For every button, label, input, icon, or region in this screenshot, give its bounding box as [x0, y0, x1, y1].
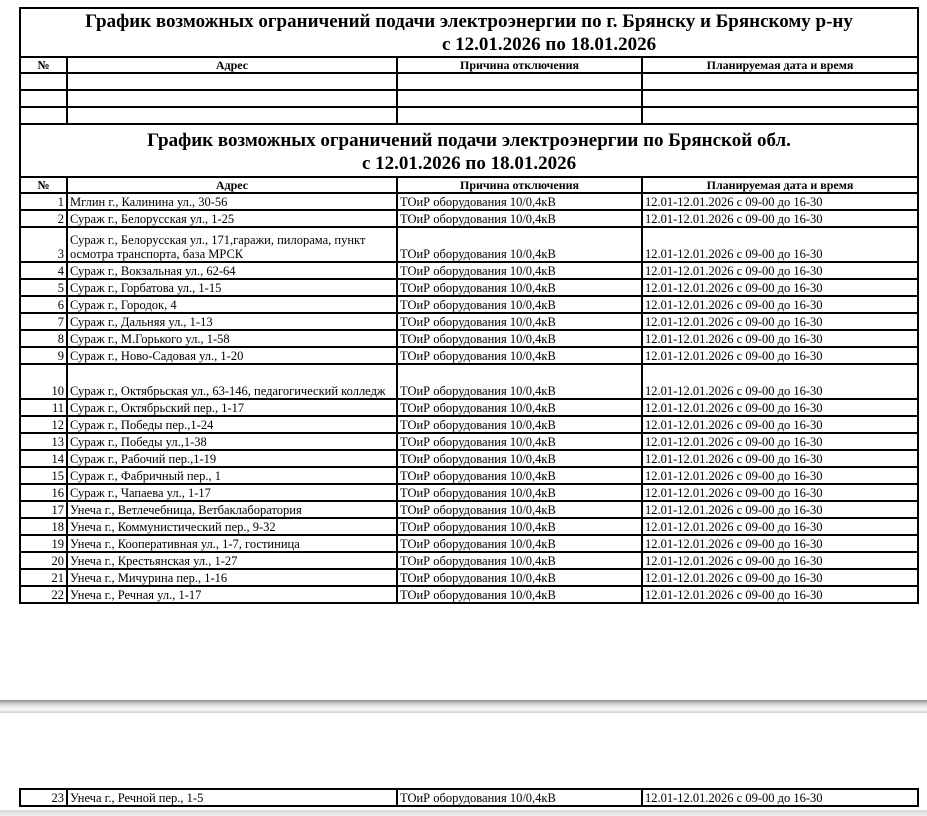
- empty-row: [20, 90, 918, 107]
- row-date: 12.01-12.01.2026 с 09-00 до 16-30: [642, 501, 918, 518]
- row-reason: ТОиР оборудования 10/0,4кВ: [397, 416, 642, 433]
- row-address: Сураж г., Горбатова ул., 1-15: [67, 279, 397, 296]
- empty-cell: [642, 90, 918, 107]
- document-page-1: [19, 7, 917, 604]
- header-date: Планируемая дата и время: [642, 57, 918, 73]
- row-address: Сураж г., Ново-Садовая ул., 1-20: [67, 347, 397, 364]
- section1-title: [20, 8, 918, 57]
- row-number: 6: [20, 296, 67, 313]
- row-number: 1: [20, 193, 67, 210]
- table-row: [20, 552, 918, 569]
- table-row: [20, 347, 918, 364]
- row-date: 12.01-12.01.2026 с 09-00 до 16-30: [642, 789, 918, 806]
- row-address: Сураж г., Октябрьская ул., 63-146, педагогический колледж: [67, 364, 397, 399]
- table-row: [20, 518, 918, 535]
- section1-header-row: [20, 57, 918, 73]
- table-row: [20, 569, 918, 586]
- row-date: 12.01-12.01.2026 с 09-00 до 16-30: [642, 330, 918, 347]
- row-reason: ТОиР оборудования 10/0,4кВ: [397, 535, 642, 552]
- row-number: 13: [20, 433, 67, 450]
- table-row: [20, 399, 918, 416]
- row-number: 9: [20, 347, 67, 364]
- row-reason: ТОиР оборудования 10/0,4кВ: [397, 262, 642, 279]
- row-address: Сураж г., Белорусская ул., 1-25: [67, 210, 397, 227]
- row-address: Сураж г., Фабричный пер., 1: [67, 467, 397, 484]
- empty-cell: [642, 107, 918, 124]
- row-reason: ТОиР оборудования 10/0,4кВ: [397, 227, 642, 262]
- row-reason: ТОиР оборудования 10/0,4кВ: [397, 364, 642, 399]
- empty-row: [20, 107, 918, 124]
- row-number: 8: [20, 330, 67, 347]
- row-date: 12.01-12.01.2026 с 09-00 до 16-30: [642, 433, 918, 450]
- row-address: Унеча г., Крестьянская ул., 1-27: [67, 552, 397, 569]
- empty-cell: [67, 90, 397, 107]
- row-reason: ТОиР оборудования 10/0,4кВ: [397, 193, 642, 210]
- row-date: 12.01-12.01.2026 с 09-00 до 16-30: [642, 416, 918, 433]
- row-address: Унеча г., Мичурина пер., 1-16: [67, 569, 397, 586]
- row-date: 12.01-12.01.2026 с 09-00 до 16-30: [642, 227, 918, 262]
- header-address: Адрес: [67, 177, 397, 193]
- row-address: Сураж г., М.Горького ул., 1-58: [67, 330, 397, 347]
- row-address: Сураж г., Белорусская ул., 171,гаражи, пилорама, пункт осмотра транспорта, база МРСК: [67, 227, 397, 262]
- schedule-table-continued: [19, 788, 919, 807]
- table-row: [20, 586, 918, 603]
- table-row: [20, 296, 918, 313]
- section1-title-line1: График возможных ограничений подачи электроэнергии по г. Брянску и Брянскому р-ну: [85, 11, 853, 32]
- table-row: [20, 193, 918, 210]
- empty-cell: [20, 107, 67, 124]
- section1-title-line2: с 12.01.2026 по 18.01.2026: [441, 34, 657, 55]
- row-date: 12.01-12.01.2026 с 09-00 до 16-30: [642, 586, 918, 603]
- row-number: 16: [20, 484, 67, 501]
- row-reason: ТОиР оборудования 10/0,4кВ: [397, 399, 642, 416]
- table-row: [20, 364, 918, 399]
- row-reason: ТОиР оборудования 10/0,4кВ: [397, 467, 642, 484]
- empty-cell: [397, 107, 642, 124]
- row-reason: ТОиР оборудования 10/0,4кВ: [397, 210, 642, 227]
- row-number: 14: [20, 450, 67, 467]
- row-date: 12.01-12.01.2026 с 09-00 до 16-30: [642, 296, 918, 313]
- table-row: [20, 535, 918, 552]
- section2-title-line2: с 12.01.2026 по 18.01.2026: [361, 153, 577, 174]
- row-number: 17: [20, 501, 67, 518]
- section2-title-line1: График возможных ограничений подачи электроэнергии по Брянской обл.: [147, 130, 791, 151]
- row-reason: ТОиР оборудования 10/0,4кВ: [397, 552, 642, 569]
- row-address: Унеча г., Речной пер., 1-5: [67, 789, 397, 806]
- header-number: №: [20, 177, 67, 193]
- row-number: 19: [20, 535, 67, 552]
- table-row: [20, 501, 918, 518]
- row-number: 4: [20, 262, 67, 279]
- row-date: 12.01-12.01.2026 с 09-00 до 16-30: [642, 569, 918, 586]
- row-number: 18: [20, 518, 67, 535]
- row-address: Сураж г., Победы ул.,1-38: [67, 433, 397, 450]
- row-address: Сураж г., Дальняя ул., 1-13: [67, 313, 397, 330]
- row-number: 7: [20, 313, 67, 330]
- table-row: [20, 416, 918, 433]
- row-date: 12.01-12.01.2026 с 09-00 до 16-30: [642, 552, 918, 569]
- row-address: Сураж г., Октябрьский пер., 1-17: [67, 399, 397, 416]
- empty-cell: [20, 73, 67, 90]
- header-date: Планируемая дата и время: [642, 177, 918, 193]
- row-address: Сураж г., Чапаева ул., 1-17: [67, 484, 397, 501]
- row-date: 12.01-12.01.2026 с 09-00 до 16-30: [642, 364, 918, 399]
- row-reason: ТОиР оборудования 10/0,4кВ: [397, 450, 642, 467]
- section1-title-row: [20, 8, 918, 57]
- table-row: [20, 450, 918, 467]
- table-row: [20, 330, 918, 347]
- row-date: 12.01-12.01.2026 с 09-00 до 16-30: [642, 279, 918, 296]
- row-address: Сураж г., Вокзальная ул., 62-64: [67, 262, 397, 279]
- row-number: 5: [20, 279, 67, 296]
- row-address: Сураж г., Городок, 4: [67, 296, 397, 313]
- table-row: [20, 433, 918, 450]
- row-number: 23: [20, 789, 67, 806]
- table-row: [20, 227, 918, 262]
- table-row: [20, 262, 918, 279]
- row-number: 22: [20, 586, 67, 603]
- section2-title-row: [20, 124, 918, 177]
- row-reason: ТОиР оборудования 10/0,4кВ: [397, 313, 642, 330]
- row-date: 12.01-12.01.2026 с 09-00 до 16-30: [642, 347, 918, 364]
- row-number: 3: [20, 227, 67, 262]
- row-date: 12.01-12.01.2026 с 09-00 до 16-30: [642, 193, 918, 210]
- row-reason: ТОиР оборудования 10/0,4кВ: [397, 789, 642, 806]
- section2-title: [20, 124, 918, 177]
- viewer-bottom-edge: [0, 810, 927, 816]
- table-row: [20, 279, 918, 296]
- row-address: Унеча г., Коммунистический пер., 9-32: [67, 518, 397, 535]
- row-date: 12.01-12.01.2026 с 09-00 до 16-30: [642, 467, 918, 484]
- empty-cell: [67, 107, 397, 124]
- empty-row: [20, 73, 918, 90]
- table-row: [20, 484, 918, 501]
- empty-cell: [397, 73, 642, 90]
- row-date: 12.01-12.01.2026 с 09-00 до 16-30: [642, 450, 918, 467]
- row-reason: ТОиР оборудования 10/0,4кВ: [397, 569, 642, 586]
- empty-cell: [20, 90, 67, 107]
- row-reason: ТОиР оборудования 10/0,4кВ: [397, 484, 642, 501]
- row-date: 12.01-12.01.2026 с 09-00 до 16-30: [642, 518, 918, 535]
- row-reason: ТОиР оборудования 10/0,4кВ: [397, 518, 642, 535]
- row-date: 12.01-12.01.2026 с 09-00 до 16-30: [642, 399, 918, 416]
- row-number: 11: [20, 399, 67, 416]
- row-reason: ТОиР оборудования 10/0,4кВ: [397, 347, 642, 364]
- row-number: 10: [20, 364, 67, 399]
- table-row: [20, 210, 918, 227]
- empty-cell: [67, 73, 397, 90]
- row-address: Унеча г., Речная ул., 1-17: [67, 586, 397, 603]
- row-reason: ТОиР оборудования 10/0,4кВ: [397, 296, 642, 313]
- empty-cell: [397, 90, 642, 107]
- row-number: 15: [20, 467, 67, 484]
- row-date: 12.01-12.01.2026 с 09-00 до 16-30: [642, 210, 918, 227]
- table-row: [20, 789, 918, 806]
- header-reason: Причина отключения: [397, 57, 642, 73]
- header-number: №: [20, 57, 67, 73]
- row-address: Сураж г., Победы пер.,1-24: [67, 416, 397, 433]
- page-break-separator: [0, 700, 927, 713]
- row-reason: ТОиР оборудования 10/0,4кВ: [397, 586, 642, 603]
- document-page-2: [19, 788, 917, 807]
- row-date: 12.01-12.01.2026 с 09-00 до 16-30: [642, 262, 918, 279]
- row-date: 12.01-12.01.2026 с 09-00 до 16-30: [642, 484, 918, 501]
- row-reason: ТОиР оборудования 10/0,4кВ: [397, 433, 642, 450]
- header-reason: Причина отключения: [397, 177, 642, 193]
- row-date: 12.01-12.01.2026 с 09-00 до 16-30: [642, 313, 918, 330]
- row-reason: ТОиР оборудования 10/0,4кВ: [397, 330, 642, 347]
- empty-cell: [642, 73, 918, 90]
- row-address: Сураж г., Рабочий пер.,1-19: [67, 450, 397, 467]
- row-address: Унеча г., Ветлечебница, Ветбаклаборатория: [67, 501, 397, 518]
- row-number: 2: [20, 210, 67, 227]
- row-address: Мглин г., Калинина ул., 30-56: [67, 193, 397, 210]
- row-number: 21: [20, 569, 67, 586]
- table-row: [20, 467, 918, 484]
- row-number: 20: [20, 552, 67, 569]
- section2-header-row: [20, 177, 918, 193]
- row-address: Унеча г., Кооперативная ул., 1-7, гостиница: [67, 535, 397, 552]
- row-reason: ТОиР оборудования 10/0,4кВ: [397, 279, 642, 296]
- header-address: Адрес: [67, 57, 397, 73]
- row-reason: ТОиР оборудования 10/0,4кВ: [397, 501, 642, 518]
- row-date: 12.01-12.01.2026 с 09-00 до 16-30: [642, 535, 918, 552]
- table-row: [20, 313, 918, 330]
- schedule-table: [19, 7, 919, 604]
- row-number: 12: [20, 416, 67, 433]
